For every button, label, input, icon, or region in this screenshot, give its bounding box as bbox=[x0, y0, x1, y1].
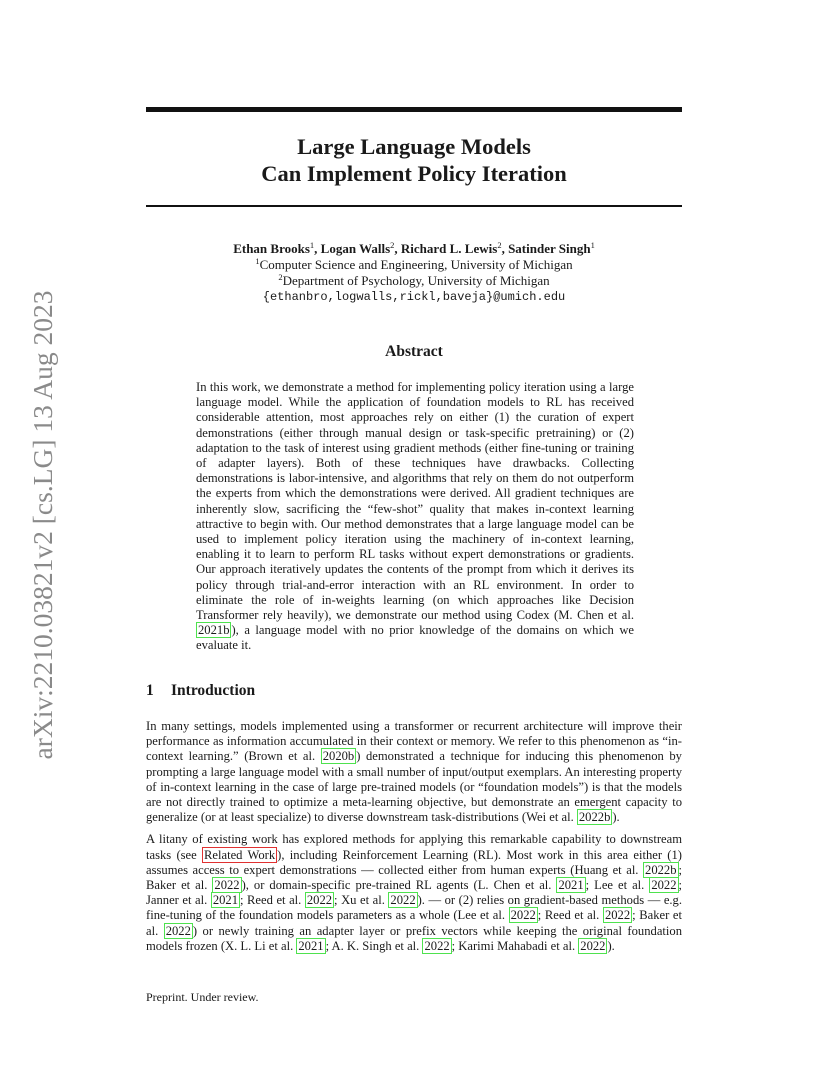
affiliation-text: Computer Science and Engineering, University of Michigan bbox=[259, 257, 573, 272]
citation-link[interactable]: 2022 bbox=[510, 908, 536, 923]
paragraph-text: ; Lee et al. bbox=[585, 878, 650, 893]
section-heading bbox=[146, 682, 255, 700]
author-emails: {ethanbro,logwalls,rickl,baveja}@umich.edu bbox=[262, 290, 566, 304]
paragraph-text: ), or domain-specific pre-trained RL agents (L. Chen et al. bbox=[241, 878, 557, 893]
paragraph-text: ) demonstrated a technique for inducing this phenomenon by prompting a large language model with a small number of input/output exemplars. An interesting property of in-context learning in the case of large pre-trained models (or “foundation models”) is that the models are not directly trained to optimize a meta-learning objective, but demonstrate an emergent capacity to generalize (or at least specialize) to diverse downstream task-distributions (Wei et al. bbox=[146, 749, 682, 825]
abstract-text-part: In this work, we demonstrate a method for implementing policy iteration using a large language model. While the application of foundation models to RL has received considerable attention, most approaches rely on either (1) the curation of expert demonstrations (either through manual design or task-specific pretraining) or (2) adaptation to the task of interest using gradient methods (either fine-tuning or training of adapter layers). Both of these techniques have drawbacks. Collecting demonstrations is labor-intensive, and algorithms that rely on them do not outperform the experts from which the demonstrations were derived. All gradient techniques are inherently slow, sacrificing the “few-shot” quality that makes in-context learning attractive to begin with. Our method demonstrates that a large language model can be used to implement policy iteration using the machinery of in-context learning, enabling it to learn to perform RL tasks without expert demonstrations or gradients. Our approach iteratively updates the contents of the prompt from which it derives its policy through trial-and-error interaction with an RL environment. In order to eliminate the role of in-weights learning (on which approaches like Decision Transformer rely heavily), we demonstrate our method using Codex (M. Chen et al. bbox=[196, 380, 634, 623]
citation-link[interactable]: 2022 bbox=[306, 893, 333, 908]
paragraph-text: ; Xu et al. bbox=[334, 893, 389, 908]
affiliation-1 bbox=[146, 257, 682, 273]
paragraph-text: ; Baker et al. bbox=[146, 908, 683, 938]
author-name: Richard L. Lewis bbox=[400, 241, 498, 256]
author-name: Satinder Singh bbox=[508, 241, 591, 256]
paragraph-2 bbox=[146, 832, 682, 954]
citation-link[interactable]: 2022 bbox=[651, 878, 677, 893]
abstract-text-part: ), a language model with no prior knowledge of the domains on which we evaluate it. bbox=[196, 623, 634, 653]
arxiv-identifier: arXiv:2210.03821v2 [cs.LG] 13 Aug 2023 bbox=[27, 290, 58, 760]
paragraph-text: ). — or (2) relies on gradient-based methods — e.g. fine-tuning of the foundation models parameters as a whole (Lee et al. bbox=[146, 893, 683, 923]
section-title: Introduction bbox=[171, 682, 256, 699]
author-affiliation-mark: 2 bbox=[390, 240, 395, 250]
paragraph-1 bbox=[146, 719, 682, 825]
author-name: Logan Walls bbox=[320, 241, 391, 256]
paragraph-text: ; Reed et al. bbox=[537, 908, 603, 923]
title-line-1: Large Language Models bbox=[297, 134, 531, 159]
paragraph-text: ). bbox=[612, 810, 620, 825]
author-name: Ethan Brooks bbox=[233, 241, 310, 256]
paragraph-text: ) or newly training an adapter layer or prefix vectors while keeping the original foundation models frozen (X. L. Li et al. bbox=[146, 923, 682, 953]
author-block bbox=[146, 241, 682, 305]
paragraph-text: ; A. K. Singh et al. bbox=[325, 938, 423, 953]
citation-link[interactable]: 2022 bbox=[390, 893, 416, 908]
section-number: 1 bbox=[146, 682, 154, 699]
section-reference-link[interactable]: Related Work bbox=[204, 847, 276, 862]
author-affiliation-mark: 1 bbox=[309, 240, 315, 250]
paragraph-text: ; Reed et al. bbox=[240, 893, 305, 908]
citation-link[interactable]: 2022 bbox=[424, 938, 450, 953]
affiliation-mark: 2 bbox=[278, 272, 283, 282]
title-bottom-rule bbox=[146, 205, 682, 207]
footer-note: Preprint. Under review. bbox=[146, 990, 259, 1004]
paragraph-text: In many settings, models implemented using a transformer or recurrent architecture will improve their performance as information accumulated in their context or memory. We refer to this phenomenon as “in-context learning.” (Brown et al. bbox=[146, 719, 682, 764]
paper-title bbox=[146, 133, 682, 187]
citation-link[interactable]: 2022b bbox=[645, 862, 677, 877]
citation-link[interactable]: 2021 bbox=[212, 893, 238, 908]
introduction-body bbox=[146, 719, 682, 961]
paragraph-text: ), including Reinforcement Learning (RL). Most work in this area either (1) assumes access to expert demonstrations — collected either from human experts (Huang et al. bbox=[146, 847, 682, 877]
citation-link[interactable]: 2022 bbox=[604, 908, 631, 923]
author-affiliation-mark: 2 bbox=[497, 240, 502, 250]
paragraph-text: A litany of existing work has explored methods for applying this remarkable capability to downstream tasks (see bbox=[146, 832, 682, 862]
citation-link[interactable]: 2022 bbox=[580, 938, 606, 953]
affiliation-text: Department of Psychology, University of Michigan bbox=[282, 273, 550, 288]
citation-link[interactable]: 2021 bbox=[558, 878, 584, 893]
citation-link[interactable]: 2021 bbox=[298, 938, 324, 953]
abstract-text bbox=[196, 380, 634, 654]
paragraph-text: ; Baker et al. bbox=[146, 862, 682, 893]
paragraph-text: ; Karimi Mahabadi et al. bbox=[451, 938, 579, 953]
citation-link[interactable]: 2022b bbox=[578, 810, 611, 825]
title-line-2: Can Implement Policy Iteration bbox=[261, 161, 567, 186]
title-top-rule bbox=[146, 107, 682, 112]
citation-link[interactable]: 2022 bbox=[165, 923, 191, 938]
affiliation-2 bbox=[146, 273, 682, 289]
author-names: Ethan Brooks$^1$, Logan Walls$^2$, Richard L. Lewis$^2$, Satinder Singh$^1$ bbox=[233, 240, 595, 256]
affiliation-mark: 1 bbox=[255, 256, 260, 266]
citation-link[interactable]: 2021b bbox=[198, 623, 230, 638]
author-affiliation-mark: 1 bbox=[590, 240, 595, 250]
citation-link[interactable]: 2022 bbox=[214, 878, 240, 893]
citation-link[interactable]: 2020b bbox=[322, 749, 355, 764]
paragraph-text: ; Janner et al. bbox=[146, 878, 682, 908]
paragraph-text: ). bbox=[607, 938, 615, 953]
abstract-heading: Abstract bbox=[385, 343, 443, 360]
